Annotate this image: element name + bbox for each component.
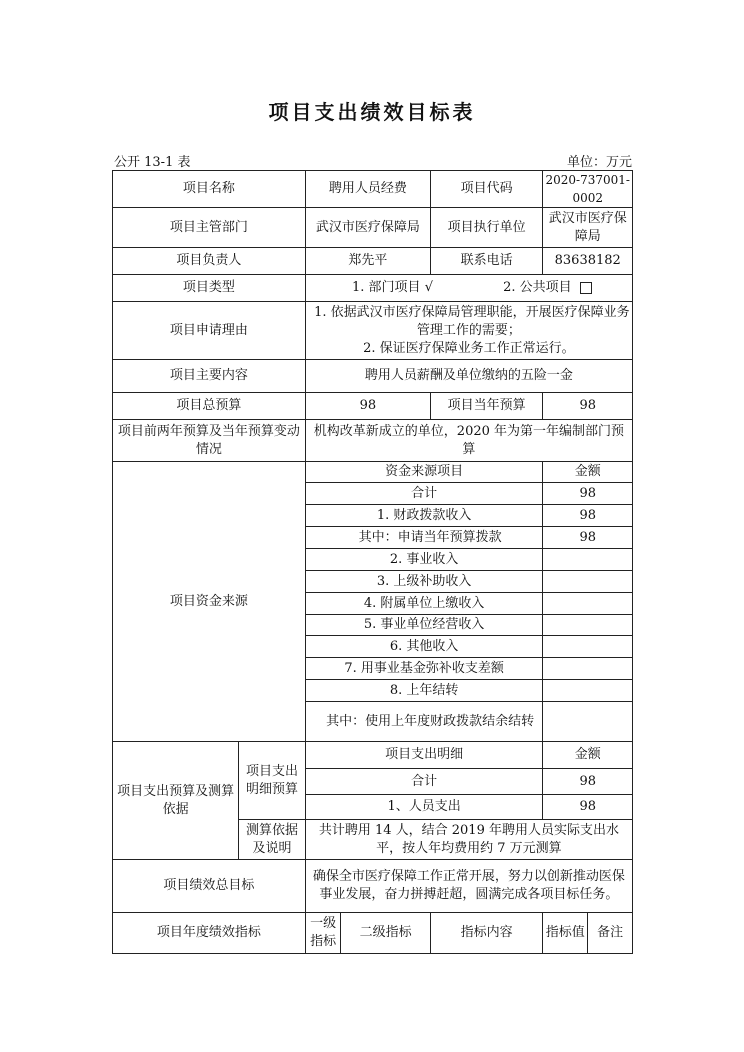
funding-amount bbox=[543, 680, 633, 702]
col-value: 指标值 bbox=[543, 913, 588, 953]
content-label: 项目主要内容 bbox=[113, 360, 306, 393]
funding-amount bbox=[543, 658, 633, 680]
funding-source-name: 1. 财政拨款收入 bbox=[305, 505, 543, 527]
funding-amount bbox=[543, 702, 633, 742]
type-option-dept: 1. 部门项目 bbox=[352, 280, 421, 295]
reason-line-2: 2. 保证医疗保障业务工作正常运行。 bbox=[363, 340, 575, 356]
project-code-value: 2020-737001-0002 bbox=[543, 171, 633, 208]
expense-col-detail: 项目支出明细 bbox=[305, 742, 543, 769]
dept-label: 项目主管部门 bbox=[113, 208, 306, 248]
funding-source-name: 4. 附属单位上缴收入 bbox=[305, 593, 543, 615]
expense-total-name: 合计 bbox=[305, 769, 543, 795]
exec-unit-value: 武汉市医疗保障局 bbox=[543, 208, 633, 248]
total-budget-label: 项目总预算 bbox=[113, 393, 306, 420]
funding-source-name: 7. 用事业基金弥补收支差额 bbox=[305, 658, 543, 680]
checkbox-empty-icon bbox=[580, 282, 592, 294]
basis-label: 测算依据及说明 bbox=[239, 820, 306, 860]
funding-amount bbox=[543, 549, 633, 571]
expense-item-amount: 98 bbox=[543, 795, 633, 820]
basis-value: 共计聘用 14 人，结合 2019 年聘用人员实际支出水平，按人年均费用约 7 万元测算 bbox=[305, 820, 632, 860]
owner-label: 项目负责人 bbox=[113, 248, 306, 275]
funding-amount bbox=[543, 571, 633, 593]
row-project-name bbox=[113, 171, 633, 208]
funding-label: 项目资金来源 bbox=[113, 462, 306, 742]
funding-col-source: 资金来源项目 bbox=[305, 462, 543, 483]
change-label: 项目前两年预算及当年预算变动情况 bbox=[113, 420, 306, 462]
project-name-value: 聘用人员经费 bbox=[305, 171, 430, 208]
check-mark-icon: √ bbox=[424, 280, 433, 295]
project-name-label: 项目名称 bbox=[113, 171, 306, 208]
type-options bbox=[305, 275, 632, 302]
col-value-note bbox=[543, 913, 633, 954]
goal-value: 确保全市医疗保障工作正常开展，努力以创新推动医保事业发展，奋力拼搏赶超，圆满完成各项目标任务。 bbox=[305, 860, 632, 913]
row-budget bbox=[113, 393, 633, 420]
dept-value: 武汉市医疗保障局 bbox=[305, 208, 430, 248]
expense-detail-label: 项目支出明细预算 bbox=[239, 742, 306, 820]
expense-item-name: 1、人员支出 bbox=[305, 795, 543, 820]
reason-value bbox=[305, 302, 632, 360]
phone-label: 联系电话 bbox=[430, 248, 542, 275]
funding-amount bbox=[543, 593, 633, 615]
funding-amount bbox=[543, 615, 633, 636]
content-value: 聘用人员薪酬及单位缴纳的五险一金 bbox=[305, 360, 632, 393]
type-option-public: 2. 公共项目 bbox=[503, 280, 572, 295]
funding-source-name: 其中：申请当年预算拨款 bbox=[305, 527, 543, 549]
owner-value: 郑先平 bbox=[305, 248, 430, 275]
total-budget-value: 98 bbox=[305, 393, 430, 420]
row-indicators bbox=[113, 913, 633, 954]
funding-source-name: 5. 事业单位经营收入 bbox=[305, 615, 543, 636]
row-content bbox=[113, 360, 633, 393]
indicator-label: 项目年度绩效指标 bbox=[113, 913, 306, 954]
funding-col-amount: 金额 bbox=[543, 462, 633, 483]
col-note: 备注 bbox=[597, 925, 624, 940]
row-type bbox=[113, 275, 633, 302]
unit-label: 单位：万元 bbox=[566, 155, 632, 170]
funding-source-name: 其中：使用上年度财政拨款结余结转 bbox=[305, 702, 543, 742]
exec-unit-label: 项目执行单位 bbox=[430, 208, 542, 248]
expense-header-row bbox=[113, 742, 633, 769]
funding-amount: 98 bbox=[543, 483, 633, 505]
funding-amount: 98 bbox=[543, 505, 633, 527]
phone-value: 83638182 bbox=[543, 248, 633, 275]
funding-source-name: 合计 bbox=[305, 483, 543, 505]
row-reason bbox=[113, 302, 633, 360]
expense-label: 项目支出预算及测算依据 bbox=[113, 742, 239, 860]
funding-source-name: 6. 其他收入 bbox=[305, 636, 543, 658]
funding-source-name: 3. 上级补助收入 bbox=[305, 571, 543, 593]
type-label: 项目类型 bbox=[113, 275, 306, 302]
col-content: 指标内容 bbox=[430, 913, 542, 954]
funding-amount: 98 bbox=[543, 527, 633, 549]
row-dept bbox=[113, 208, 633, 248]
form-number: 公开 13-1 表 bbox=[114, 155, 191, 170]
performance-table bbox=[112, 170, 633, 954]
col-level1: 一级指标 bbox=[305, 913, 341, 954]
reason-line-1: 1. 依据武汉市医疗保障局管理职能，开展医疗保障业务管理工作的需要； bbox=[314, 304, 630, 338]
funding-amount bbox=[543, 636, 633, 658]
project-code-label: 项目代码 bbox=[430, 171, 542, 208]
year-budget-label: 项目当年预算 bbox=[430, 393, 542, 420]
funding-header-row bbox=[113, 462, 633, 483]
expense-total-amount: 98 bbox=[543, 769, 633, 795]
page-title: 项目支出绩效目标表 bbox=[268, 100, 476, 124]
reason-label: 项目申请理由 bbox=[113, 302, 306, 360]
row-change bbox=[113, 420, 633, 462]
col-level2: 二级指标 bbox=[341, 913, 431, 954]
row-goal bbox=[113, 860, 633, 913]
goal-label: 项目绩效总目标 bbox=[113, 860, 306, 913]
funding-source-name: 2. 事业收入 bbox=[305, 549, 543, 571]
row-owner bbox=[113, 248, 633, 275]
funding-source-name: 8. 上年结转 bbox=[305, 680, 543, 702]
expense-col-amount: 金额 bbox=[543, 742, 633, 769]
change-value: 机构改革新成立的单位，2020 年为第一年编制部门预算 bbox=[305, 420, 632, 462]
year-budget-value: 98 bbox=[543, 393, 633, 420]
